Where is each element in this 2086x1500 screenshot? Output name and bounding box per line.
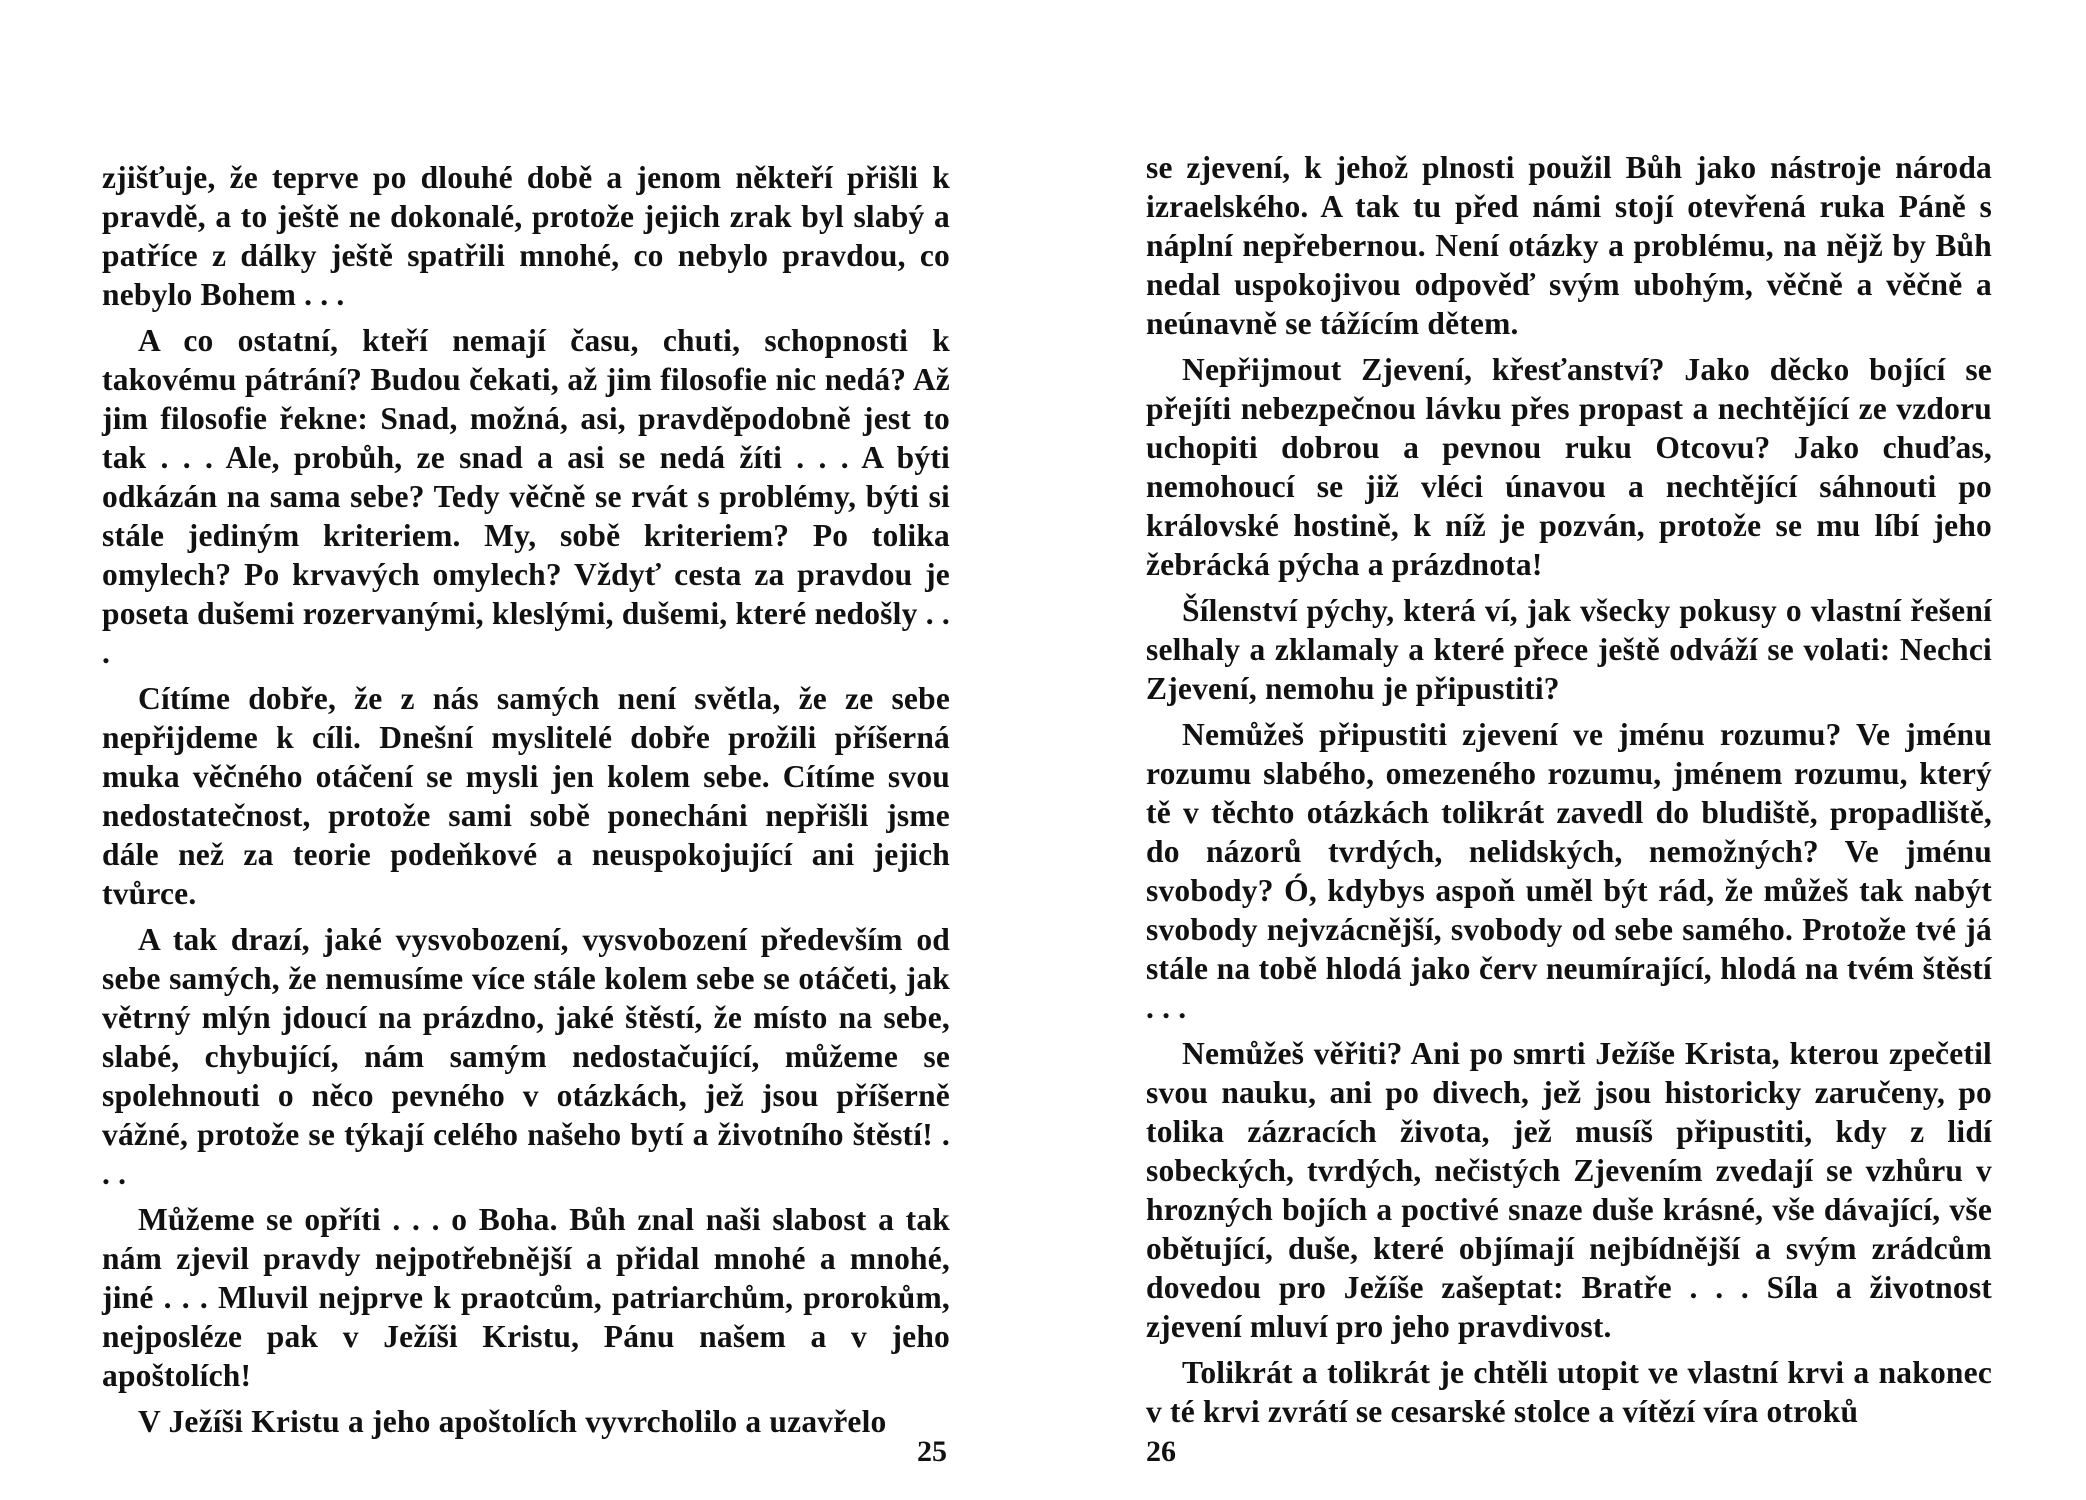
left-page-text [102,158,950,1448]
paragraph: Tolikrát a tolikrát je chtěli utopit ve vlastní krvi a nakonec v té krvi zvrátí se cesarské stolce a vítězí víra otroků [1146,1355,1992,1429]
paragraph: Nemůžeš připustiti zjevení ve jménu rozumu? Ve jménu rozumu slabého, omezeného rozumu, jménem rozumu, který tě v těchto otázkách tolikrát zavedl do bludiště, propadliště, do názorů tvrdých, nelidských, nemožných? Ve jménu svobody? Ó, kdybys aspoň uměl být rád, že můžeš tak nabýt svobody nejvzácnější, svobody od sebe samého. Protože tvé já stále na tobě hlodá jako červ neumírající, hlodá na tvém štěstí . . . [1146,717,1992,1025]
paragraph: Nepřijmout Zjevení, křesťanství? Jako děcko bojící se přejíti nebezpečnou lávku přes propast a nechtějící ze vzdoru uchopiti dobrou a pevnou ruku Otcovu? Jako chuďas, nemohoucí se již vléci únavou a nechtějící sáhnouti po královské hostině, k níž je pozván, protože se mu líbí jeho žebrácká pýcha a prázdnota! [1146,352,1992,582]
paragraph: A tak drazí, jaké vysvobození, vysvobození především od sebe samých, že nemusíme více stále kolem sebe se otáčeti, jak větrný mlýn jdoucí na prázdno, jaké štěstí, že místo na sebe, slabé, chybující, nám samým nedostačující, můžeme se spolehnouti o něco pevného v otázkách, jež jsou příšerně vážné, protože se týkají celého našeho bytí a životního štěstí! . . . [102,922,950,1191]
paragraph: Cítíme dobře, že z nás samých není světla, že ze sebe nepřijdeme k cíli. Dnešní myslitelé dobře prožili příšerná muka věčného otáčení se mysli jen kolem sebe. Cítíme svou nedostatečnost, protože sami sobě ponecháni nepřišli jsme dále než za teorie podeňkové a neuspokojující ani jejich tvůrce. [102,681,950,911]
right-page [1043,0,2086,1500]
page-number: 26 [1146,1435,1176,1468]
right-page-text [1146,148,1992,1438]
paragraph: V Ježíši Kristu a jeho apoštolích vyvrcholilo a uzavřelo [138,1404,887,1439]
paragraph: zjišťuje, že teprve po dlouhé době a jenom někteří přišli k pravdě, a to ještě ne dokonalé, protože jejich zrak byl slabý a patříce z dálky ještě spatřili mnohé, co nebylo pravdou, co nebylo Bohem . . . [102,160,950,312]
paragraph: se zjevení, k jehož plnosti použil Bůh jako nástroje národa izraelského. A tak tu před námi stojí otevřená ruka Páně s náplní nepřebernou. Není otázky a problému, na nějž by Bůh nedal uspokojivou odpověď svým ubohým, věčně a věčně a neúnavně se tážícím dětem. [1146,150,1992,341]
page-number: 25 [917,1435,947,1468]
paragraph: Šílenství pýchy, která ví, jak všecky pokusy o vlastní řešení selhaly a zklamaly a které přece ještě odváží se volati: Nechci Zjevení, nemohu je připustiti? [1146,593,1992,706]
paragraph: Nemůžeš věřiti? Ani po smrti Ježíše Krista, kterou zpečetil svou nauku, ani po divech, jež jsou historicky zaručeny, po tolika zázracích života, jež musíš připustiti, kdy z lidí sobeckých, tvrdých, nečistých Zjevením zvedají se vzhůru v hrozných bojích a poctivé snaze duše krásné, vše dávající, vše obětující, duše, které objímají nejbídnější a svým zrádcům dovedou pro Ježíše zašeptat: Bratře . . . Síla a životnost zjevení mluví pro jeho pravdivost. [1146,1036,1992,1344]
paragraph: A co ostatní, kteří nemají času, chuti, schopnosti k takovému pátrání? Budou čekati, až jim filosofie nic nedá? Až jim filosofie řekne: Snad, možná, asi, pravděpodobně jest to tak . . . Ale, probůh, ze snad a asi se nedá žíti . . . A býti odkázán na sama sebe? Tedy věčně se rvát s problémy, býti si stále jediným kriteriem. My, sobě kriteriem? Po tolika omylech? Po krvavých omylech? Vždyť cesta za pravdou je poseta dušemi rozervanými, kleslými, dušemi, které nedošly . . . [102,323,950,670]
paragraph: Můžeme se opříti . . . o Boha. Bůh znal naši slabost a tak nám zjevil pravdy nejpotřebnější a přidal mnohé a mnohé, jiné . . . Mluvil nejprve k praotcům, patriarchům, prorokům, nejposléze pak v Ježíši Kristu, Pánu našem a v jeho apoštolích! [102,1202,950,1393]
